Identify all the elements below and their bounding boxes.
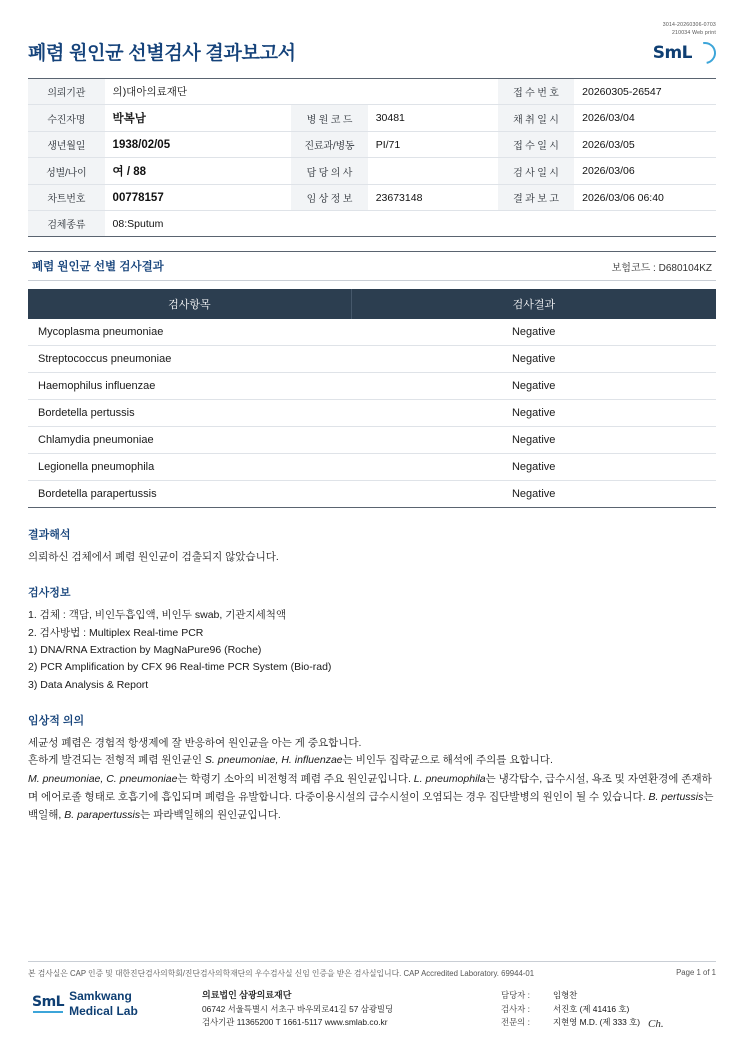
page-number: Page 1 of 1 (676, 967, 716, 977)
info-label: 성별/나이 (28, 158, 105, 185)
table-row (28, 132, 716, 158)
signature-label: 검사자 : (501, 1003, 530, 1014)
info-value: 2026/03/06 06:40 (574, 185, 716, 211)
brand-line-1: Samkwang (69, 988, 132, 1003)
test-name: Chlamydia pneumoniae (28, 427, 351, 454)
test-name: Streptococcus pneumoniae (28, 346, 351, 373)
clinical-text-c: 는 백일해, (28, 790, 714, 822)
footer-note-row (28, 961, 716, 979)
specimen-value: 08:Sputum (112, 217, 164, 230)
patient-info-table (28, 78, 716, 237)
test-result: Negative (351, 400, 716, 427)
table-row (28, 400, 716, 427)
signature-row (501, 1003, 716, 1017)
info-value: 30481 (368, 105, 498, 132)
info-value: 2026/03/04 (574, 105, 716, 132)
info-label: 차트번호 (28, 185, 105, 211)
footer-sml-mark (32, 994, 64, 1013)
clinical-block (28, 712, 716, 825)
info-label: 접 수 번 호 (498, 79, 574, 105)
table-row (28, 481, 716, 508)
table-row (28, 211, 716, 237)
column-header-test: 검사항목 (28, 289, 351, 319)
footer-brand (69, 989, 138, 1019)
info-value: 여 / 88 (105, 158, 292, 185)
clinical-line-1: 세균성 폐렴은 경험적 항생제에 잘 반응하여 원인균을 아는 게 중요합니다. (28, 736, 362, 749)
clinical-line-2-italic: S. pneumoniae, H. influenzae (204, 754, 343, 767)
table-row (28, 373, 716, 400)
test-result: Negative (351, 427, 716, 454)
clinical-text-a: 는 학령기 소아의 비전형적 폐렴 주요 원인균입니다. (177, 772, 414, 785)
info-value: 박복남 (105, 105, 292, 132)
column-header-result: 검사결과 (351, 289, 716, 319)
brand-line-2: Medical Lab (69, 1003, 138, 1018)
signature-label: 담당자 : (501, 989, 530, 1000)
info-value: 23673148 (368, 185, 498, 211)
clinical-title: 임상적 의의 (28, 714, 85, 727)
table-row (28, 79, 716, 105)
address-line: 06742 서울특별시 서초구 바우뫼로41길 57 삼광빌딩 (202, 1003, 394, 1014)
test-name: Bordetella pertussis (28, 400, 351, 427)
clinical-italic-4: B. parapertussis (64, 809, 141, 822)
test-info-line: 1. 검체 : 객담, 비인두흡입액, 비인두 swab, 기관지세척액 (28, 609, 287, 622)
sml-logo (653, 42, 716, 64)
table-row (28, 185, 716, 211)
info-label: 결 과 보 고 (498, 185, 574, 211)
document-code-line1: 3014-20260306-0703 (662, 22, 716, 28)
clinical-italic-3: B. pertussis (648, 790, 704, 803)
info-value: 2026/03/06 (574, 158, 716, 185)
signature-mark: Ch. (648, 1018, 664, 1031)
footer-address (202, 989, 487, 1029)
footer-signatures (501, 989, 716, 1034)
test-name: Legionella pneumophila (28, 454, 351, 481)
info-label: 생년월일 (28, 132, 105, 158)
table-header-row (28, 289, 716, 319)
section-title: 폐렴 원인균 선별 검사결과 (32, 261, 164, 273)
test-info-line: 3) Data Analysis & Report (28, 678, 149, 691)
swoosh-icon (690, 37, 721, 68)
clinical-italic-2: L. pneumophila (413, 772, 486, 785)
report-footer (28, 961, 716, 1034)
footer-logo-text: SmL (32, 994, 65, 1011)
result-section-header (28, 251, 716, 281)
info-label: 채 취 일 시 (498, 105, 574, 132)
organization-name: 의료법인 삼광의료재단 (202, 989, 292, 1000)
interpretation-block (28, 526, 716, 566)
clinical-italic-1: M. pneumoniae, C. pneumoniae (28, 772, 178, 785)
info-value: 1938/02/05 (105, 132, 292, 158)
sml-logo-text: SmL (652, 42, 692, 63)
clinical-line-2 (28, 752, 716, 769)
test-result: Negative (351, 346, 716, 373)
table-row (28, 319, 716, 346)
test-info-block (28, 584, 716, 694)
test-info-line: 2) PCR Amplification by CFX 96 Real-time PCR System (Bio-rad) (28, 661, 332, 674)
info-label: 접 수 일 시 (498, 132, 574, 158)
table-row (28, 158, 716, 185)
table-row (28, 346, 716, 373)
signature-label: 전문의 : (501, 1017, 530, 1028)
contact-line: 검사기관 11365200 T 1661-5117 www.smlab.co.kr (202, 1016, 388, 1027)
header-right (653, 22, 716, 64)
table-row (28, 454, 716, 481)
info-label: 진료과/병동 (291, 132, 368, 158)
signature-value: 지현영 M.D. (제 333 호) (553, 1017, 640, 1028)
specimen-label: 검체종류 (28, 211, 105, 237)
interpretation-title: 결과해석 (28, 529, 71, 541)
signature-row (501, 989, 716, 1003)
insurance-code: 보험코드 : D680104KZ (611, 262, 712, 274)
test-name: Mycoplasma pneumoniae (28, 319, 351, 346)
clinical-paragraph (28, 770, 716, 825)
clinical-line-2-a: 흔하게 발견되는 전형적 폐렴 원인균인 (28, 754, 205, 767)
test-info-title: 검사정보 (28, 587, 71, 600)
info-label: 검 사 일 시 (498, 158, 574, 185)
test-result: Negative (351, 319, 716, 346)
clinical-text-b: 는 냉각탑수, 급수시설, 욕조 및 자연환경에 존재하며 에어로졸 형태로 호흡기에 흡입되며 폐렴을 유발합니다. 다중이용시설의 급수시설이 오염되는 경우 집단발병의 원인이 될 수 있습니다. (28, 772, 712, 803)
footer-main (28, 989, 716, 1034)
test-name: Haemophilus influenzae (28, 373, 351, 400)
info-label: 수진자명 (28, 105, 105, 132)
info-value: 00778157 (105, 185, 292, 211)
document-code (663, 22, 716, 38)
clinical-text-d: 는 파라백일해의 원인균입니다. (140, 809, 281, 822)
test-info-line: 1) DNA/RNA Extraction by MagNaPure96 (Roche) (28, 643, 262, 656)
signature-row (501, 1016, 716, 1034)
test-info-line: 2. 검사방법 : Multiplex Real-time PCR (28, 626, 204, 639)
info-label: 병 원 코 드 (291, 105, 368, 132)
test-result: Negative (351, 373, 716, 400)
info-label: 담 당 의 사 (291, 158, 368, 185)
info-value (368, 158, 498, 185)
logo-underline-icon (33, 1011, 63, 1013)
report-header (28, 22, 716, 74)
page-title: 폐렴 원인균 선별검사 결과보고서 (28, 43, 296, 64)
signature-value: 서진호 (제 41416 호) (553, 1003, 630, 1014)
info-value: 20260305-26547 (574, 79, 716, 105)
accreditation-note: 본 검사실은 CAP 인증 및 대한진단검사의학회/진단검사의학재단의 우수검사실 신임 인증을 받은 검사실입니다. CAP Accredited Laboratory. 69944-01 (28, 968, 535, 978)
document-code-line2: 210034 Web print (671, 29, 716, 36)
test-result: Negative (351, 454, 716, 481)
clinical-line-2-b: 는 비인두 집락균으로 해석에 주의를 요합니다. (342, 754, 553, 767)
info-value: PI/71 (368, 132, 498, 158)
interpretation-text: 의뢰하신 검체에서 폐렴 원인균이 검출되지 않았습니다. (28, 551, 279, 563)
test-result: Negative (351, 481, 716, 508)
result-table (28, 289, 716, 508)
signature-value: 임형찬 (553, 989, 578, 1000)
footer-logo (28, 989, 188, 1019)
info-value: 의)대아의료재단 (105, 79, 498, 105)
table-row (28, 105, 716, 132)
info-label: 임 상 정 보 (291, 185, 368, 211)
info-label: 의뢰기관 (28, 79, 105, 105)
table-row (28, 427, 716, 454)
info-value: 2026/03/05 (574, 132, 716, 158)
test-name: Bordetella parapertussis (28, 481, 351, 508)
